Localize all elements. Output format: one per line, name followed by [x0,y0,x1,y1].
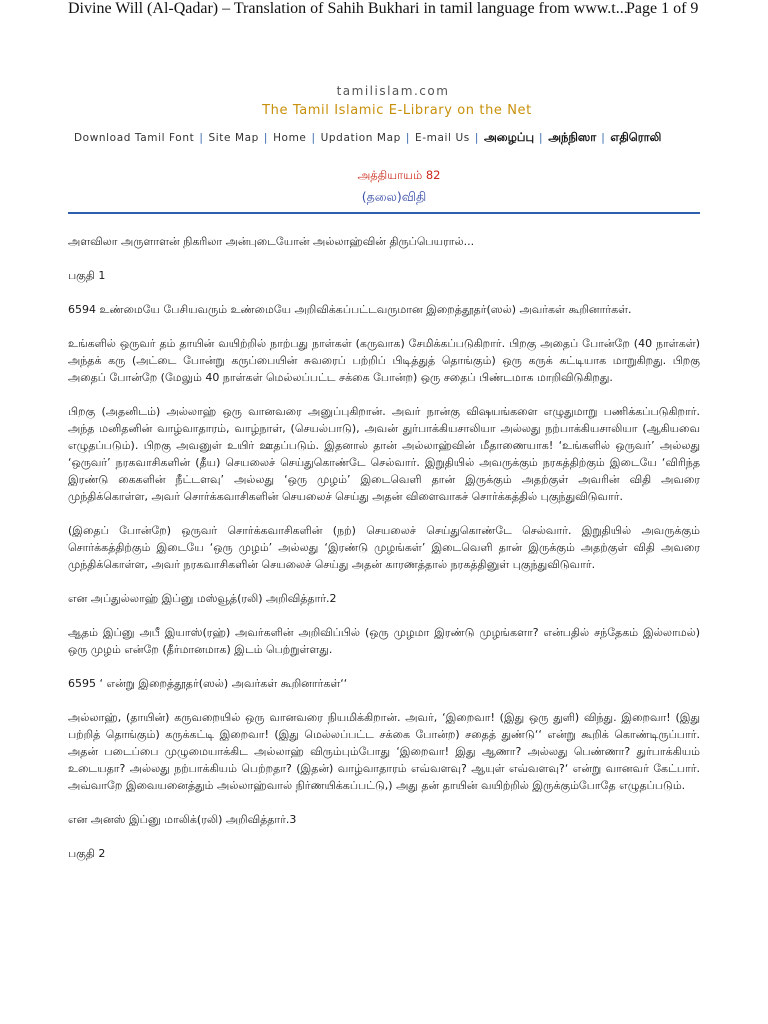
nav-separator: | [263,132,269,144]
nav-email-us[interactable]: E-mail Us [415,132,470,144]
nav-site-map[interactable]: Site Map [208,132,259,144]
nav-separator: | [311,132,316,144]
nav-home[interactable]: Home [273,132,307,144]
chapter-title: (தலை)விதி [361,189,427,204]
site-name-link[interactable]: tamilislam.com [336,84,450,98]
narrator-line-1: என அப்துல்லாஹ் இப்னு மஸ்வூத்(ரலி) அறிவித்தார்.2 [68,592,337,605]
nav-annisa[interactable]: அந்நிஸா [548,130,597,144]
header-divider [68,212,700,214]
hadith-6595-intro: 6595 ‘ என்று இறைத்தூதர்(ஸல்) அவர்கள் கூறினார்கள்‘‘ [68,677,348,690]
bismillah-line: அளவிலா அருளாளன் நிகரிலா அன்புடையோன் அல்லாஹ்வின் திருப்பெயரால்... [68,235,475,248]
nav-download-tamil-font[interactable]: Download Tamil Font [74,132,195,144]
hadith-6594-paragraph-3: (இதைப் போன்றே) ஒருவர் சொர்க்கவாசிகளின் (நற்) செயலைச் செய்துகொண்டே செல்வார். இறுதியில் அவருக்கும் சொர்க்கத்திற்கும் இடையே ‘ஒரு முழம்’ அல்லது ‘இரண்டு முழங்கள்’ இடைவெளி தான் இருக்கும் அதற்குள் விதி அவரை முந்திக்கொள்ள, அவர் நரகவாசிகளின் செயலைச் செய்து அதன் காரணத்தால் நரகத்தினுள் புகுந்துவிடுவார். [68,524,700,571]
nav-updation-map[interactable]: Updation Map [320,132,401,144]
article-body [68,233,700,879]
print-header-title: Divine Will (Al-Qadar) – Translation of Sahih Bukhari in tamil language from www.t... [68,0,628,17]
nav-azhaippu[interactable]: அழைப்பு [484,130,535,144]
nav-separator: | [199,132,204,144]
nav-separator: | [474,132,479,144]
hadith-6594-paragraph-1: உங்களில் ஒருவர் தம் தாயின் வயிற்றில் நாற்பது நாள்கள் (கருவாக) சேமிக்கப்படுகிறார். பிறகு அதைப் போன்றே (40 நாள்கள்) அந்தக் கரு (அட்டை போன்று கருப்பையின் சுவரைப் பற்றிப் பிடித்துத் தொங்கும்) ஒரு கருக் கட்டியாக மாறுகிறது. பிறகு அதைப் போன்றே (மேலும் 40 நாள்கள் மெல்லப்பட்ட சக்கை போன்ற) ஒரு சதைப் பிண்டமாக மாறிவிடுகிறது. [68,337,700,384]
hadith-6594-note: ஆதம் இப்னு அபீ இயாஸ்(ரஹ்) அவர்களின் அறிவிப்பில் (ஒரு முழமா இரண்டு முழங்களா? என்பதில் சந்தேகம் இல்லாமல்) ஒரு முழம் என்றே (தீர்மானமாக) இடம் பெற்றுள்ளது. [68,626,700,656]
nav-separator: | [539,132,544,144]
part-heading-1: பகுதி 1 [68,269,106,282]
hadith-6595-paragraph: அல்லாஹ், (தாயின்) கருவறையில் ஒரு வானவரை நியமிக்கிறான். அவர், ‘இறைவா! (இது ஒரு துளி) விந்து. இறைவா! (இது பற்றித் தொங்கும்) கருக்கட்டி இறைவா! (இது மெல்லப்பட்ட சக்கை போன்ற) சதைத் துண்டு‘‘ என்று கூறிக் கொண்டிருப்பார். அதன் படைப்பை முழுமையாக்கிட அல்லாஹ் விரும்பும்போது ‘இறைவா! இது ஆணா? அல்லது பெண்ணா? துர்பாக்கியம் உடையதா? அல்லது நற்பாக்கியம் பெற்றதா? (இதன்) வாழ்வாதாரம் எவ்வளவு? ஆயுள் எவ்வளவு?‘ என்று வானவர் கேட்பார். அவ்வாறே இவையனைத்தும் அல்லாஹ்வால் நிர்ணயிக்கப்பட்டு,) அது தன் தாயின் வயிற்றில் இருக்கும்போதே எழுதப்படும். [68,711,700,792]
hadith-6594-paragraph-2: பிறகு (அதனிடம்) அல்லாஹ் ஒரு வானவரை அனுப்புகிறான். அவர் நான்கு விஷயங்களை எழுதுமாறு பணிக்கப்படுகிறார். அந்த மனிதனின் வாழ்வாதாரம், வாழ்நாள், (செயல்பாடு), அவன் துர்பாக்கியசாலியா அல்லது நற்பாக்கியசாலியா (ஆகியவை எழுதப்படும்). பிறகு அவனுள் உயிர் ஊதப்படும். இதனால் தான் அல்லாஹ்வின் மீதாணையாக! ‘உங்களில் ஒருவர்’ அல்லது ‘ஒருவர்’ நரகவாசிகளின் (தீய) செயலைச் செய்துகொண்டே செல்வார். இறுதியில் அவருக்கும் நரகத்திற்கும் இடையே ‘விரிந்த இரண்டு கைகளின் நீட்டளவு’ அல்லது ‘ஒரு முழம்’ இடைவெளி தான் இருக்கும் அதற்குள் அவரின் விதி அவரை முந்திக்கொள்ள, அவர் சொர்க்கவாசிகளின் செயலைச் செய்து அதன் விளைவாகச் சொர்க்கத்தில் புகுந்துவிடுவார். [68,405,701,503]
hadith-6594-intro: 6594 உண்மையே பேசியவரும் உண்மையே அறிவிக்கப்பட்டவருமான இறைத்தூதர்(ஸல்) அவர்கள் கூறினார்கள். [68,303,632,316]
chapter-number: அத்தியாயம் 82 [357,168,441,182]
nav-ethiroli[interactable]: எதிரொலி [610,130,662,144]
print-header [0,0,768,24]
nav-separator: | [601,132,606,144]
part-heading-2: பகுதி 2 [68,847,106,860]
site-header [0,84,768,118]
nav-separator: | [405,132,411,144]
narrator-line-2: என அனஸ் இப்னு மாலிக்(ரலி) அறிவித்தார்.3 [68,813,297,826]
print-header-page-number: Page 1 of 9 [626,0,699,17]
site-nav [74,130,661,146]
site-tagline: The Tamil Islamic E-Library on the Net [262,103,532,118]
chapter-heading [0,168,768,206]
